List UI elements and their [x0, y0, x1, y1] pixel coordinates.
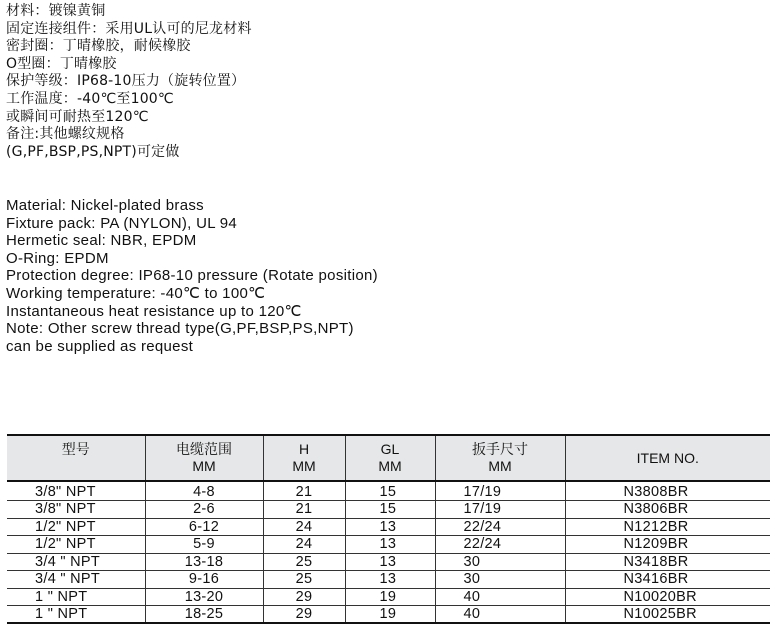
header-gl: GL MM — [345, 435, 435, 481]
cell-h: 24 — [263, 536, 345, 554]
cell-model: 1/2" NPT — [7, 536, 145, 554]
cell-model: 3/8" NPT — [7, 481, 145, 501]
spec-table — [7, 434, 770, 624]
cell-h: 25 — [263, 571, 345, 589]
header-model: 型号 — [7, 435, 145, 481]
en-spec-protection: Protection degree: IP68-10 pressure (Rotate position) — [6, 267, 378, 285]
chinese-spec-list — [6, 3, 252, 161]
table-row — [7, 518, 770, 536]
cn-spec-temperature: 工作温度：-40℃至100℃ — [6, 90, 174, 107]
cell-model: 1/2" NPT — [7, 518, 145, 536]
en-spec-heat: Instantaneous heat resistance up to 120℃ — [6, 302, 302, 320]
cell-item-no: N1212BR — [565, 518, 770, 536]
cell-item-no: N1209BR — [565, 536, 770, 554]
cell-model: 3/4 " NPT — [7, 553, 145, 571]
en-spec-oring: O-Ring: EPDM — [6, 249, 109, 267]
table-row — [7, 501, 770, 519]
cell-h: 21 — [263, 501, 345, 519]
cn-spec-heat: 或瞬间可耐热至120℃ — [6, 108, 149, 125]
cell-gl: 19 — [345, 588, 435, 606]
cn-spec-material: 材料：镀镍黄铜 — [6, 3, 106, 19]
cell-gl: 13 — [345, 518, 435, 536]
header-cable-range: 电缆范围 MM — [145, 435, 263, 481]
cell-range: 2-6 — [145, 501, 263, 519]
cn-spec-thread: (G,PF,BSP,PS,NPT)可定做 — [6, 143, 180, 160]
header-h: H MM — [263, 435, 345, 481]
cn-spec-seal: 密封圈：丁晴橡胶，耐候橡胶 — [6, 38, 191, 55]
table-header-row — [7, 435, 770, 481]
cell-range: 9-16 — [145, 571, 263, 589]
table-row — [7, 588, 770, 606]
cell-model: 1 " NPT — [7, 588, 145, 606]
cell-gl: 13 — [345, 553, 435, 571]
cell-wrench: 17/19 — [435, 481, 565, 501]
table-row — [7, 553, 770, 571]
cn-spec-protection: 保护等级：IP68-10压力（旋转位置） — [6, 73, 246, 90]
cn-spec-note: 备注:其他螺纹规格 — [6, 126, 125, 143]
cell-gl: 13 — [345, 536, 435, 554]
en-spec-request: can be supplied as request — [6, 337, 194, 355]
cell-range: 13-18 — [145, 553, 263, 571]
cell-model: 3/4 " NPT — [7, 571, 145, 589]
cell-range: 4-8 — [145, 481, 263, 501]
cell-wrench: 30 — [435, 553, 565, 571]
cell-wrench: 40 — [435, 588, 565, 606]
cell-range: 5-9 — [145, 536, 263, 554]
cell-item-no: N10025BR — [565, 606, 770, 624]
cell-wrench: 22/24 — [435, 518, 565, 536]
cell-item-no: N3806BR — [565, 501, 770, 519]
header-wrench: 扳手尺寸 MM — [435, 435, 565, 481]
cn-spec-fixture: 固定连接组件：采用UL认可的尼龙材料 — [6, 20, 252, 37]
cell-model: 1 " NPT — [7, 606, 145, 624]
cell-wrench: 30 — [435, 571, 565, 589]
cell-h: 25 — [263, 553, 345, 571]
cell-range: 13-20 — [145, 588, 263, 606]
cn-spec-oring: O型圈：丁晴橡胶 — [6, 55, 117, 72]
cell-item-no: N3416BR — [565, 571, 770, 589]
en-spec-fixture: Fixture pack: PA (NYLON), UL 94 — [6, 214, 238, 232]
cell-wrench: 40 — [435, 606, 565, 624]
cell-h: 29 — [263, 606, 345, 624]
header-item-no: ITEM NO. — [565, 435, 770, 481]
table-row — [7, 536, 770, 554]
cell-range: 18-25 — [145, 606, 263, 624]
cell-item-no: N3808BR — [565, 481, 770, 501]
en-spec-seal: Hermetic seal: NBR, EPDM — [6, 232, 197, 250]
cell-item-no: N10020BR — [565, 588, 770, 606]
cell-gl: 15 — [345, 481, 435, 501]
cell-range: 6-12 — [145, 518, 263, 536]
table-row — [7, 606, 770, 624]
table-row — [7, 481, 770, 501]
cell-wrench: 17/19 — [435, 501, 565, 519]
cell-h: 29 — [263, 588, 345, 606]
en-spec-material: Material: Nickel-plated brass — [6, 197, 204, 214]
en-spec-temperature: Working temperature: -40℃ to 100℃ — [6, 284, 266, 302]
cell-item-no: N3418BR — [565, 553, 770, 571]
english-spec-list — [6, 197, 378, 355]
cell-gl: 19 — [345, 606, 435, 624]
cell-h: 24 — [263, 518, 345, 536]
en-spec-note: Note: Other screw thread type(G,PF,BSP,PS,NPT) — [6, 320, 354, 338]
cell-wrench: 22/24 — [435, 536, 565, 554]
cell-model: 3/8" NPT — [7, 501, 145, 519]
cell-h: 21 — [263, 481, 345, 501]
cell-gl: 15 — [345, 501, 435, 519]
table-row — [7, 571, 770, 589]
cell-gl: 13 — [345, 571, 435, 589]
